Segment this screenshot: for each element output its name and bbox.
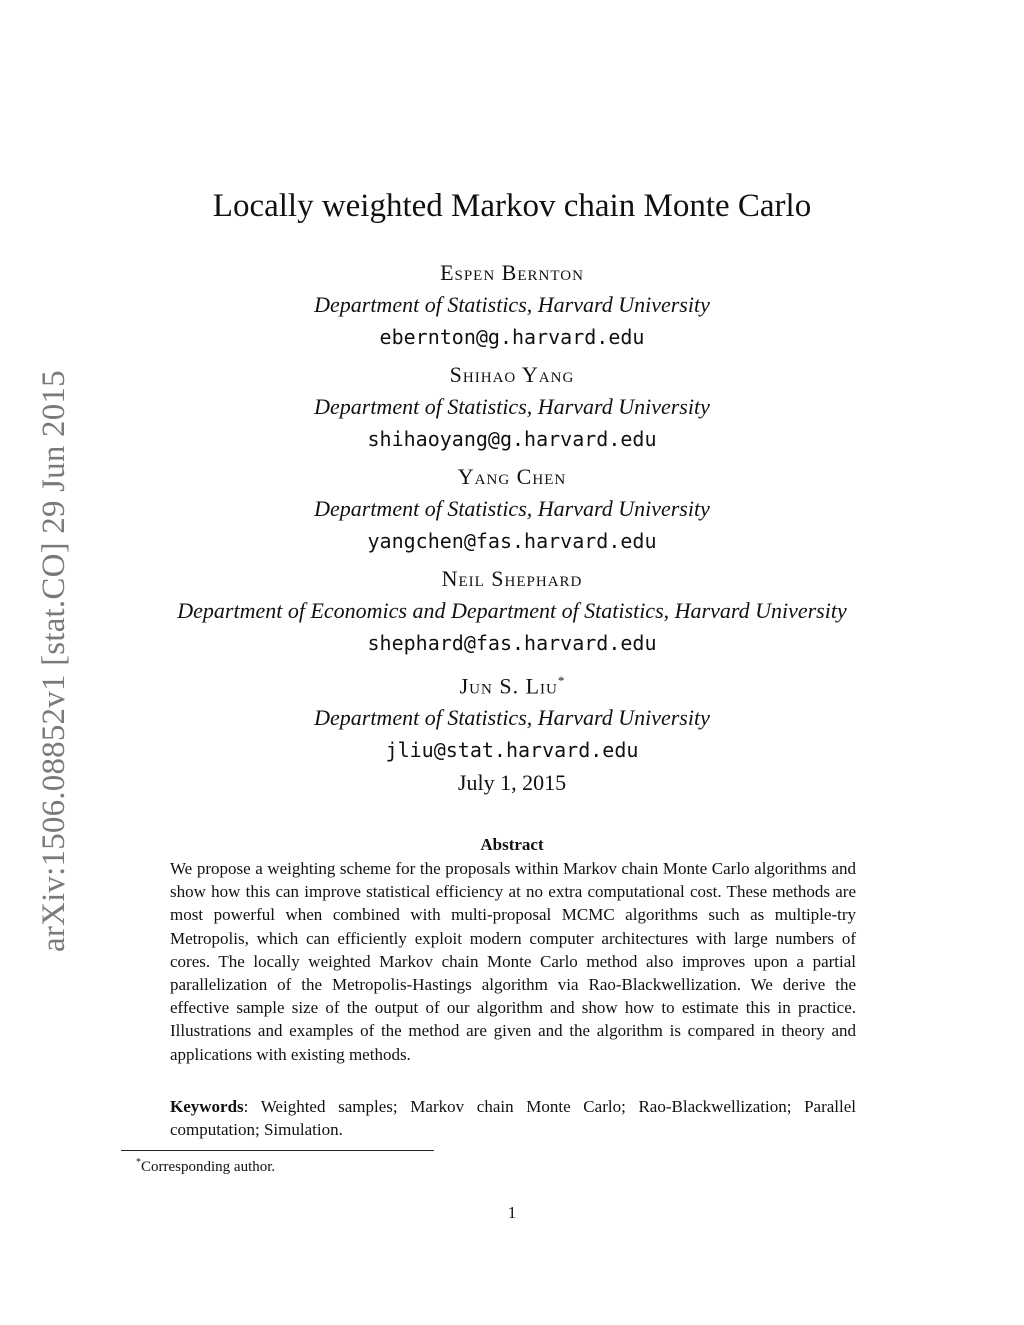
author-affiliation: Department of Economics and Department of Statistics, Harvard University	[177, 598, 847, 623]
author-email: shihaoyang@g.harvard.edu	[367, 427, 657, 451]
arxiv-identifier-stamp: arXiv:1506.08852v1 [stat.CO] 29 Jun 2015	[36, 370, 72, 952]
keywords-label: Keywords	[170, 1097, 244, 1116]
author-block-3	[0, 461, 1024, 557]
author-name-corresponding	[0, 665, 1024, 702]
author-name: Shihao Yang	[449, 362, 575, 387]
author-block-4	[0, 563, 1024, 659]
author-affiliation: Department of Statistics, Harvard University	[314, 496, 710, 521]
author-name: Espen Bernton	[440, 260, 584, 285]
author-block-2	[0, 359, 1024, 455]
keywords-text: : Weighted samples; Markov chain Monte Carlo; Rao-Blackwellization; Parallel computation; Simulation.	[170, 1097, 856, 1140]
footnote-divider	[121, 1150, 434, 1151]
author-name: Yang Chen	[457, 464, 567, 489]
footnote-text: Corresponding author.	[141, 1159, 276, 1175]
author-affiliation: Department of Statistics, Harvard University	[314, 292, 710, 317]
author-name: Neil Shephard	[441, 566, 583, 591]
author-affiliation: Department of Statistics, Harvard University	[314, 394, 710, 419]
author-block-1	[0, 257, 1024, 353]
author-name-text: Jun S. Liu	[459, 673, 558, 699]
publication-date: July 1, 2015	[457, 770, 567, 795]
keywords-paragraph	[170, 1095, 856, 1141]
footnote-marker: *	[136, 1157, 141, 1168]
author-email: shephard@fas.harvard.edu	[367, 631, 657, 655]
author-email: jliu@stat.harvard.edu	[385, 738, 639, 763]
paper-title: Locally weighted Markov chain Monte Carlo	[212, 188, 812, 224]
author-email: yangchen@fas.harvard.edu	[367, 529, 657, 553]
abstract-text: We propose a weighting scheme for the proposals within Markov chain Monte Carlo algorithms and show how this can improve statistical efficiency at no extra computational cost. These methods are most powerful when combined with multi-proposal MCMC algorithms such as multiple-try Metropolis, which can efficiently exploit modern computer architectures with large numbers of cores. The locally weighted Markov chain Monte Carlo method also improves upon a partial parallelization of the Metropolis-Hastings algorithm via Rao-Blackwellization. We derive the effective sample size of the output of our algorithm and show how to estimate this in practice. Illustrations and examples of the method are given and the algorithm is compared in theory and applications with existing methods.	[170, 859, 856, 1064]
page-number: 1	[507, 1203, 517, 1222]
abstract-heading: Abstract	[480, 835, 544, 854]
author-affiliation: Department of Statistics, Harvard University	[314, 705, 710, 731]
corresponding-author-marker: *	[557, 673, 565, 688]
footnote	[136, 1153, 275, 1177]
author-block-5	[0, 665, 1024, 766]
author-email: ebernton@g.harvard.edu	[379, 325, 645, 349]
